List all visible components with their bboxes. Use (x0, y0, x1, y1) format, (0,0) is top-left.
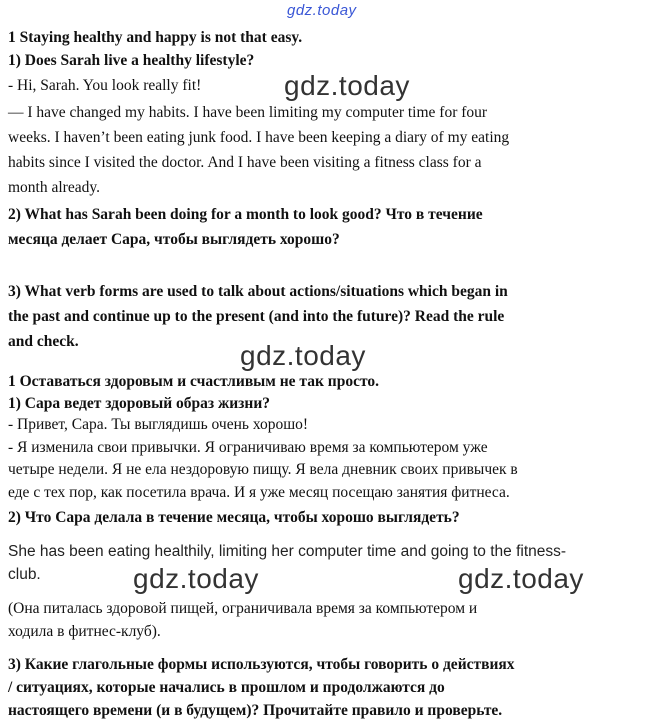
russian-question-3b: / ситуациях, которые начались в прошлом и продолжаются до (8, 679, 445, 696)
watermark-1: gdz.today (284, 70, 410, 101)
dialogue-line-2a: — I have changed my habits. I have been limiting my computer time for four (8, 104, 488, 121)
english-question-3b: the past and continue up to the present (and into the future)? Read the rule (8, 308, 505, 325)
russian-question-3a: 3) Какие глагольные формы используются, чтобы говорить о действиях (8, 656, 515, 673)
answer-line-2: club. (8, 566, 41, 583)
english-question-3a: 3) What verb forms are used to talk about actions/situations which began in (8, 283, 508, 300)
dialogue-line-2c: habits since I visited the doctor. And I have been visiting a fitness class for a (8, 154, 482, 171)
russian-dialogue-line-2c: еде с тех пор, как посетила врача. И я уже месяц посещаю занятия фитнеса. (8, 484, 510, 501)
russian-question-2: 2) Что Сара делала в течение месяца, чтобы хорошо выглядеть? (8, 509, 460, 526)
russian-title: 1 Оставаться здоровым и счастливым не так просто. (8, 373, 379, 390)
english-title: 1 Staying healthy and happy is not that easy. (8, 29, 303, 46)
watermark-3: gdz.today (133, 563, 259, 594)
translation-line-2: ходила в фитнес-клуб). (8, 623, 161, 640)
english-question-2a: 2) What has Sarah been doing for a month to look good? Что в течение (8, 206, 483, 223)
russian-dialogue-line-2a: - Я изменила свои привычки. Я ограничиваю время за компьютером уже (8, 439, 488, 456)
russian-dialogue-line-1: - Привет, Сара. Ты выглядишь очень хорошо! (8, 416, 309, 433)
english-question-2b: месяца делает Сара, чтобы выглядеть хорошо? (8, 231, 340, 248)
english-question-1: 1) Does Sarah live a healthy lifestyle? (8, 52, 255, 69)
russian-dialogue-line-2b: четыре недели. Я не ела нездоровую пищу. Я вела дневник своих привычек в (8, 461, 518, 478)
dialogue-line-2d: month already. (8, 179, 100, 196)
russian-question-1: 1) Сара ведет здоровый образ жизни? (8, 395, 271, 412)
russian-question-3c: настоящего времени (и в будущем)? Прочитайте правило и проверьте. (8, 702, 503, 719)
translation-line-1: (Она питалась здоровой пищей, ограничивала время за компьютером и (8, 600, 478, 617)
dialogue-line-1: - Hi, Sarah. You look really fit! (8, 77, 202, 94)
answer-line-1: She has been eating healthily, limiting her computer time and going to the fitness- (8, 543, 567, 560)
dialogue-line-2b: weeks. I haven’t been eating junk food. I have been keeping a diary of my eating (8, 129, 510, 146)
english-question-3c: and check. (8, 333, 79, 350)
watermark-4: gdz.today (458, 563, 584, 594)
watermark-top: gdz.today (287, 2, 357, 19)
watermark-2: gdz.today (240, 340, 366, 371)
